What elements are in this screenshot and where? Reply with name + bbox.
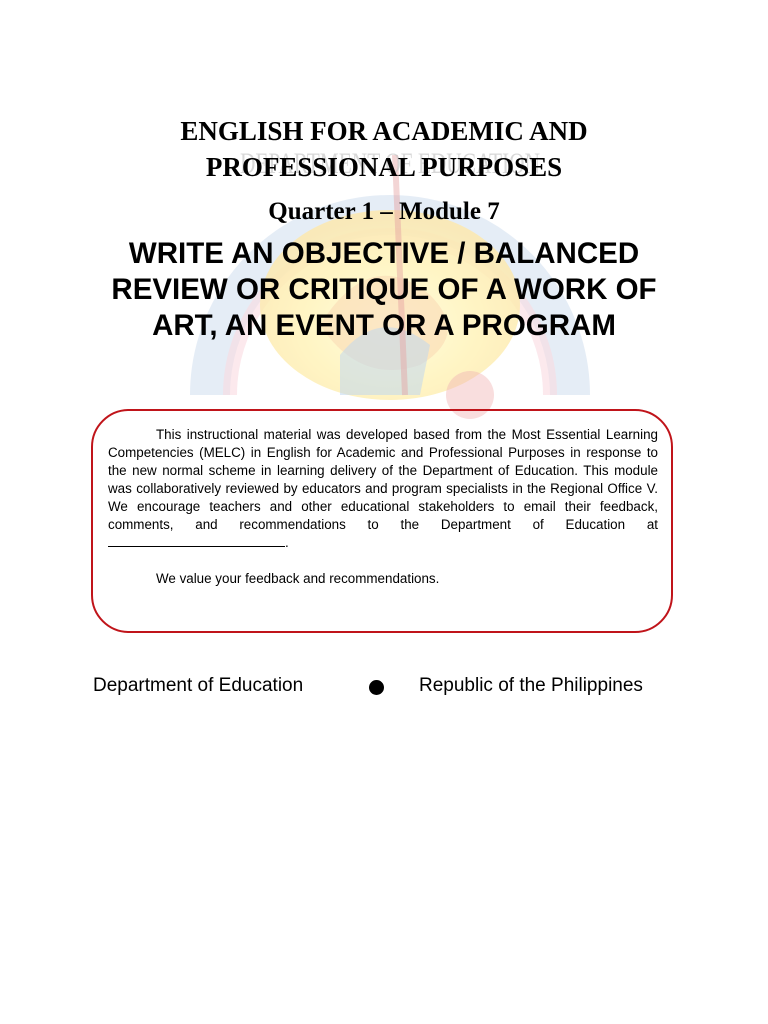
lesson-title	[0, 236, 768, 344]
seal-lettering: DEPARTMENT OF EDUCATION	[240, 147, 540, 180]
lesson-title-line-2: REVIEW OR CRITIQUE OF A WORK OF	[111, 273, 657, 306]
footer-department: Department of Education	[93, 675, 304, 696]
subject-title-line-2: PROFESSIONAL PURPOSES	[205, 152, 563, 182]
notice-paragraph-text: This instructional material was developed based from the Most Essential Learning Competencies (MELC) in English for Academic and Professional Purposes in response to the new normal scheme in learning delivery of the Department of Education. This module was collaboratively reviewed by educators and program specialists in the Regional Office V. We encourage teachers and other educational stakeholders to email their feedback, comments, and recommendations to the Department of Education at	[108, 427, 658, 532]
lesson-title-line-1: WRITE AN OBJECTIVE / BALANCED	[128, 237, 640, 270]
notice-paragraph-end: .	[285, 535, 289, 550]
notice-paragraph	[108, 426, 658, 552]
footer-bullet	[369, 680, 384, 695]
subject-title-line-1: ENGLISH FOR ACADEMIC AND	[180, 116, 588, 146]
email-blank-line	[108, 534, 285, 547]
subject-title	[0, 113, 768, 185]
quarter-module-label: Quarter 1 – Module 7	[268, 198, 500, 225]
lesson-title-line-3: ART, AN EVENT OR A PROGRAM	[152, 309, 616, 342]
feedback-line: We value your feedback and recommendations.	[156, 571, 440, 586]
footer-republic: Republic of the Philippines	[419, 675, 643, 696]
